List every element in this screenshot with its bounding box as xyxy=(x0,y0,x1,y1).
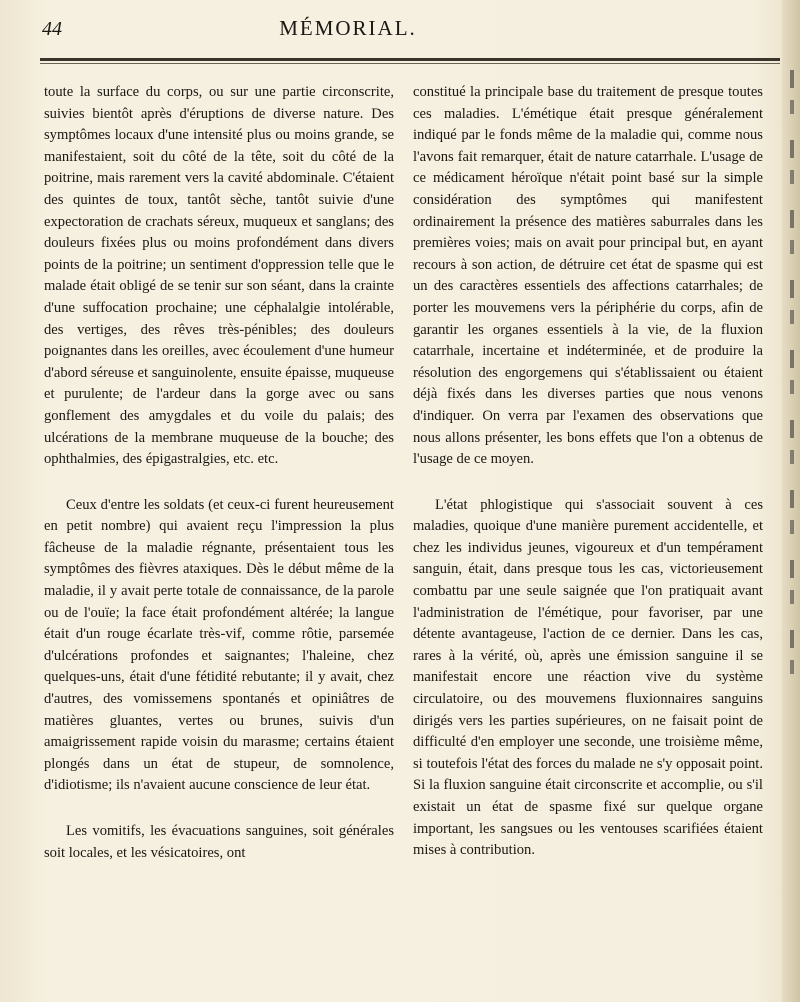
paragraph: constitué la principale base du traitement de presque toutes ces maladies. L'émétique était presque généralement indiqué par le fonds même de la maladie qui, comme nous l'avons fait remarquer, était de nature catarrhale. L'usage de ce médicament héroïque n'était point basé sur la simple considération des symptômes qui manifestent ordinairement la présence des matières saburrales dans les premières voies; mais on avait pour principal but, en ayant recours à son action, de détruire cet état de spasme qui est un des caractères essentiels des affections catarrhales; de porter les mouvemens vers la périphérie du corps, afin de garantir les organes essentiels à la vie, de la fluxion catarrhale, incertaine et indéterminée, et de produire la résolution des engorgemens qui s'établissaient ou étaient déjà fixés dans les diverses parties que nous venons d'indiquer. On verra par l'examen des observations que nous allons présenter, les bons effets que l'on a obtenus de l'usage de ce moyen. xyxy=(413,84,763,468)
page-edge xyxy=(782,0,800,1002)
running-title: MÉMORIAL. xyxy=(279,16,417,40)
paragraph: Les vomitifs, les évacuations sanguines, soit générales soit locales, et les vésicatoires, ont xyxy=(44,823,394,861)
paragraph: Ceux d'entre les soldats (et ceux-ci furent heureusement en petit nombre) qui avaient reçu l'impression la plus fâcheuse de la maladie régnante, présentaient tous les symptômes des fièvres ataxiques. Dès le début même de la maladie, il y avait perte totale de connaissance, de la parole ou de l'ouïe; la face était profondément altérée; la langue était d'un rouge écarlate très-vif, comme rôtie, parsemée d'ulcérations profondes et saignantes; l'haleine, chez quelques-uns, était d'une fétidité rebutante; il y avait, chez d'autres, des vomissemens spontanés et opiniâtres de matières gluantes, vertes ou brunes, suivis d'un amaigrissement rapide voisin du marasme; certains étaient plongés dans un état de stupeur, de somnolence, d'idiotisme; ils n'avaient aucune conscience de leur état. xyxy=(44,496,394,794)
paragraph: L'état phlogistique qui s'associait souvent à ces maladies, quoique d'une manière purement accidentelle, et chez les individus jeunes, vigoureux et d'un tempérament sanguin, était, dans presque tous les cas, victorieusement combattu par une seule saignée que l'on pratiquait avant l'administration de l'émétique, pour favoriser, par une détente avantageuse, l'action de ce dernier. Dans les cas, rares à la vérité, où, après une émission sanguine il se manifestait encore une réaction vive du système circulatoire, ou des mouvemens fluxionnaires sanguins dirigés vers les parties supérieures, on ne faisait point de difficulté d'en employer une seconde, une troisième même, si toutefois l'état des forces du malade ne s'y opposait point. Si la fluxion sanguine était circonscrite et accomplie, ou s'il existait un état de spasme fixé sur quelque organe important, les sangsues ou les ventouses scarifiées étaient mises à contribution. xyxy=(413,496,763,859)
paragraph: toute la surface du corps, ou sur une partie circonscrite, suivies bientôt après d'éruptions de diverse nature. Des symptômes locaux d'une intensité plus ou moins grande, se manifestaient, soit du côté de la tête, soit du côté de la poitrine, mais rarement vers la cavité abdominale. C'étaient des quintes de toux, tantôt sèche, tantôt suivie d'une expectoration de crachats séreux, muqueux et sanglans; des douleurs fixées plus ou moins profondément dans divers points de la poitrine; un sentiment d'oppression telle que le malade était obligé de se tenir sur son séant, dans la crainte d'une suffocation prochaine; une céphalalgie intolérable, des vertiges, des rêves très-pénibles; des douleurs poignantes dans les oreilles, avec écoulement d'une humeur d'abord séreuse et sanguinolente, ensuite épaisse, muqueuse et purulente; de l'ardeur dans la gorge avec ou sans gonflement des amygdales et du voile du palais; des ulcérations de la membrane muqueuse de la bouche; des ophthalmies, des épigastralgies, etc. etc. xyxy=(44,84,394,468)
page-number: 44 xyxy=(42,18,62,40)
header-rule-thin xyxy=(40,63,780,64)
left-column xyxy=(44,82,394,864)
right-column xyxy=(413,82,763,862)
binding-marks xyxy=(790,70,794,690)
header-rule xyxy=(40,58,780,61)
